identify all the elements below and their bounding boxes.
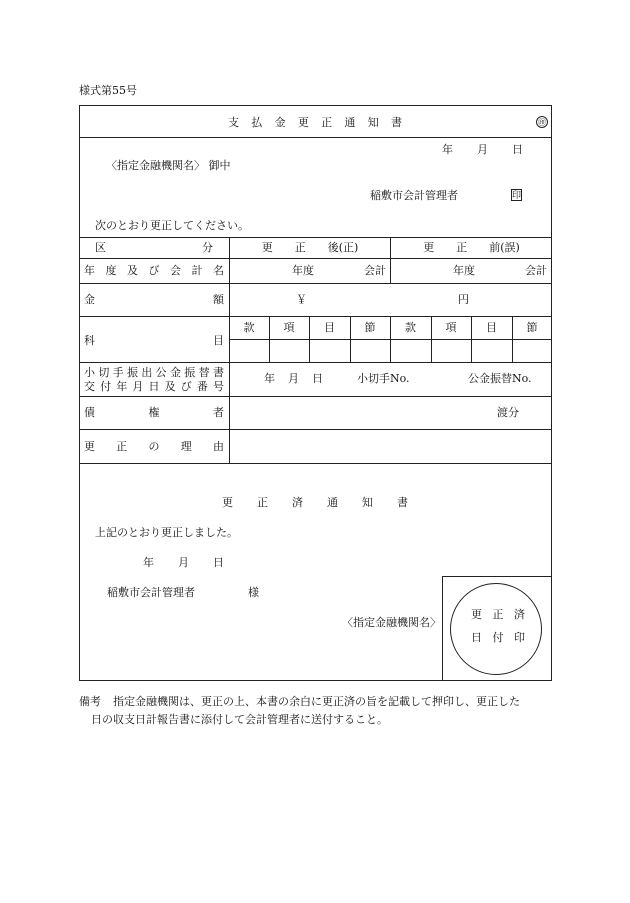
check-label-char: 日	[148, 380, 160, 393]
amount-label-char: 金	[84, 293, 95, 306]
completion-title	[222, 497, 408, 508]
title-char: 更	[297, 116, 309, 129]
rule-subject-bottom	[79, 362, 552, 363]
note-line1: 指定金融機関は、更正の上、本書の余白に更正済の旨を記載して押印し、更正した	[113, 695, 520, 708]
addressee: 〈指定金融機関名〉 御中	[106, 159, 231, 172]
header-after: 更 正 後(正)	[261, 241, 359, 254]
reason-label-char: 更	[84, 440, 95, 453]
subject-col-kan: 款	[243, 321, 255, 334]
check-label-char: 小	[84, 366, 95, 379]
manager-label: 稲敷市会計管理者	[370, 189, 458, 202]
fiscal-label-char: 及	[127, 264, 138, 277]
yen-unit: 円	[458, 293, 469, 306]
stamp-char: 日	[471, 631, 482, 644]
check-label-char: 書	[212, 366, 224, 379]
header-label-char: 分	[202, 241, 213, 254]
reason-label	[84, 441, 224, 452]
subject-label	[84, 335, 224, 346]
check-label-char: び	[180, 380, 192, 393]
completion-title-char: 済	[292, 496, 303, 509]
rule-creditor-bottom	[79, 429, 552, 430]
creditor-label-char: 債	[84, 406, 95, 419]
subject-col-kan: 款	[405, 321, 416, 334]
stamp-line2	[471, 632, 525, 643]
stamp-char: 更	[471, 608, 482, 621]
amount-label	[84, 294, 224, 305]
stamp-box-top	[442, 576, 552, 577]
completion-date-month: 月	[178, 556, 189, 569]
title-char: 金	[274, 116, 286, 129]
reason-label-char: の	[148, 440, 160, 453]
completion-addressee: 稲敷市会計管理者	[107, 586, 195, 599]
check-label-char: 及	[164, 380, 176, 393]
completion-title-char: 知	[362, 496, 373, 509]
check-label-char: 出	[141, 366, 153, 379]
check-date-year: 年	[264, 372, 275, 385]
check-label-char: 付	[100, 380, 112, 393]
check-date-day: 日	[312, 372, 323, 385]
title-char: 支	[228, 116, 239, 129]
instruction: 次のとおり更正してください。	[95, 219, 249, 232]
fiscal-label-char: び	[148, 264, 160, 277]
delivery-label: 渡分	[497, 406, 519, 419]
rule-header-bottom	[79, 258, 552, 259]
note-label: 備考	[79, 695, 101, 708]
check-label-char: 号	[213, 380, 224, 393]
rule-label-divider	[229, 237, 230, 463]
check-label-char: 月	[132, 380, 144, 393]
date-day-label: 日	[512, 143, 523, 156]
completion-text: 上記のとおり更正しました。	[95, 526, 238, 539]
completion-honorific: 様	[248, 586, 259, 599]
title-char: 知	[367, 116, 379, 129]
reason-label-char: 理	[180, 440, 192, 453]
stamp-box-left	[442, 576, 443, 681]
date-month-label: 月	[477, 143, 488, 156]
amount-label-char: 額	[213, 293, 224, 306]
subject-col-setsu: 節	[526, 321, 538, 334]
before-fiscal-year: 年度	[453, 264, 475, 277]
check-label-char: 交	[84, 380, 95, 393]
subject-col-moku: 目	[324, 321, 335, 334]
before-account: 会計	[525, 264, 547, 277]
creditor-label	[84, 407, 224, 418]
subject-col-kou: 項	[445, 321, 457, 334]
fiscal-label	[84, 265, 224, 276]
check-label-char: 金	[169, 366, 181, 379]
subject-col-moku: 目	[486, 321, 497, 334]
title-char: 払	[251, 116, 263, 129]
note-line2: 日の収支日計報告書に添付して会計管理者に送付すること。	[91, 713, 388, 726]
completion-title-char: 正	[257, 496, 268, 509]
fiscal-label-char: 名	[213, 264, 224, 277]
rule-fiscal-bottom	[79, 283, 552, 284]
manager-seal: 印	[512, 191, 522, 201]
check-label-char: 替	[198, 366, 210, 379]
fiscal-label-char: 会	[170, 264, 181, 277]
check-label-char: 振	[184, 366, 196, 379]
check-label-line1	[84, 367, 224, 378]
creditor-label-char: 者	[213, 406, 224, 419]
check-label-char: 公	[155, 366, 167, 379]
completion-date-day: 日	[213, 556, 224, 569]
subject-label-char: 目	[213, 334, 224, 347]
subject-label-char: 科	[84, 334, 95, 347]
reason-label-char: 正	[116, 440, 128, 453]
rule-amount-bottom	[79, 316, 552, 317]
fiscal-label-char: 計	[191, 264, 203, 277]
title-seal: ㊞	[538, 118, 546, 127]
title-char: 正	[321, 116, 333, 129]
completion-date-year: 年	[143, 556, 154, 569]
stamp-char: 済	[514, 608, 525, 621]
completion-bank: 〈指定金融機関名〉	[342, 616, 441, 629]
form-title	[228, 117, 402, 128]
completion-title-char: 更	[222, 496, 233, 509]
stamp-line1	[471, 609, 525, 620]
stamp-char: 印	[514, 631, 525, 644]
rule-title	[79, 137, 552, 138]
check-number: 小切手No.	[357, 372, 410, 385]
subject-col-kou: 項	[283, 321, 295, 334]
check-label-char: 番	[196, 380, 208, 393]
transfer-number: 公金振替No.	[468, 372, 532, 385]
yen-symbol: ￥	[296, 293, 307, 306]
after-fiscal-year: 年度	[292, 264, 314, 277]
date-stamp-circle	[450, 583, 542, 675]
rule-reason-bottom	[79, 463, 552, 464]
header-label-char: 区	[95, 241, 106, 254]
form-number: 様式第55号	[79, 84, 137, 97]
fiscal-label-char: 年	[84, 264, 95, 277]
after-account: 会計	[364, 264, 386, 277]
completion-title-char: 通	[327, 496, 338, 509]
check-label-line2	[84, 381, 224, 392]
date-year-label: 年	[442, 143, 453, 156]
check-label-char: 切	[98, 366, 110, 379]
check-date-month: 月	[288, 372, 299, 385]
stamp-char: 正	[492, 608, 504, 621]
subject-col-setsu: 節	[364, 321, 376, 334]
check-label-char: 年	[116, 380, 128, 393]
header-label	[95, 242, 213, 253]
reason-label-char: 由	[213, 440, 224, 453]
rule-header-top	[79, 237, 552, 238]
check-label-char: 振	[126, 366, 138, 379]
creditor-label-char: 権	[148, 406, 160, 419]
stamp-char: 付	[492, 631, 504, 644]
rule-check-bottom	[79, 396, 552, 397]
title-char: 書	[390, 116, 402, 129]
title-char: 通	[344, 116, 356, 129]
check-label-char: 手	[112, 366, 124, 379]
completion-title-char: 書	[397, 496, 408, 509]
header-before: 更 正 前(誤)	[423, 241, 520, 254]
fiscal-label-char: 度	[105, 264, 117, 277]
